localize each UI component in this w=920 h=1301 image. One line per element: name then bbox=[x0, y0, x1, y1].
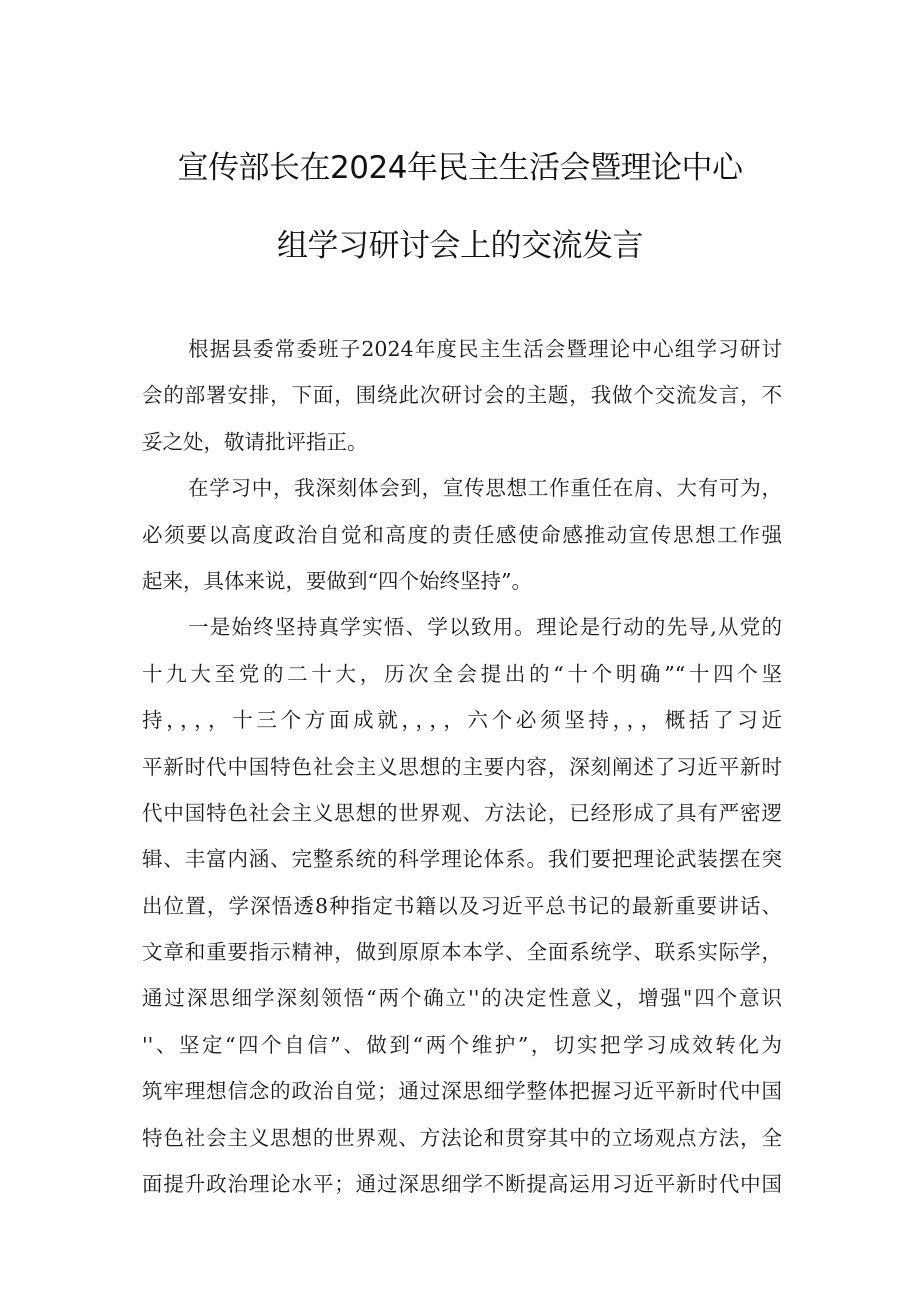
text-line: 特色社会主义思想的世界观、方法论和贯穿其中的立场观点方法，全 bbox=[142, 1125, 782, 1150]
paragraph-intro bbox=[142, 326, 782, 465]
text-line: 持，，，，十三个方面成就，，，，六个必须坚持，，，概括了习近 bbox=[142, 708, 782, 733]
text-line: 必须要以高度政治自觉和高度的责任感使命感推动宣传思想工作强 bbox=[142, 522, 782, 547]
text-line: 在学习中，我深刻体会到，宣传思想工作重任在肩、大有可为， bbox=[188, 476, 782, 501]
text-line: 十九大至党的二十大，历次全会提出的“十个明确”“十四个坚 bbox=[142, 661, 782, 686]
document-body bbox=[142, 326, 782, 1207]
text-line: 妥之处，敬请批评指正。 bbox=[142, 429, 368, 454]
text-line: 根据县委常委班子2024年度民主生活会暨理论中心组学习研讨 bbox=[188, 337, 782, 361]
document-title-line-1: 宣传部长在2024年民主生活会暨理论中心 bbox=[177, 150, 743, 186]
text-line: 平新时代中国特色社会主义思想的主要内容，深刻阐述了习近平新时 bbox=[142, 754, 782, 779]
text-line: 出位置，学深悟透8种指定书籍以及习近平总书记的最新重要讲话、 bbox=[142, 893, 782, 918]
text-line: 通过深思细学深刻领悟“两个确立''的决定性意义，增强"四个意识 bbox=[142, 986, 782, 1011]
document-title-line-2: 组学习研讨会上的交流发言 bbox=[277, 228, 643, 264]
text-line: 文章和重要指示精神，做到原原本本学、全面系统学、联系实际学， bbox=[142, 940, 782, 965]
text-line: 面提升政治理论水平；通过深思细学不断提高运用习近平新时代中国 bbox=[142, 1172, 782, 1197]
text-line: 辑、丰富内涵、完整系统的科学理论体系。我们要把理论武装摆在突 bbox=[142, 847, 782, 872]
text-line: 起来，具体来说，要做到“四个始终坚持”。 bbox=[142, 568, 532, 593]
paragraph-point-one bbox=[142, 604, 782, 1207]
text-line: 筑牢理想信念的政治自觉；通过深思细学整体把握习近平新时代中国 bbox=[142, 1079, 782, 1104]
text-line: 一是始终坚持真学实悟、学以致用。理论是行动的先导,从党的 bbox=[188, 615, 782, 640]
paragraph-understanding bbox=[142, 465, 782, 604]
text-line: 代中国特色社会主义思想的世界观、方法论，已经形成了具有严密逻 bbox=[142, 800, 782, 825]
text-line: 会的部署安排，下面，围绕此次研讨会的主题，我做个交流发言，不 bbox=[142, 383, 782, 408]
text-line: ''、坚定“四个自信”、做到“两个维护”，切实把学习成效转化为 bbox=[142, 1032, 782, 1057]
